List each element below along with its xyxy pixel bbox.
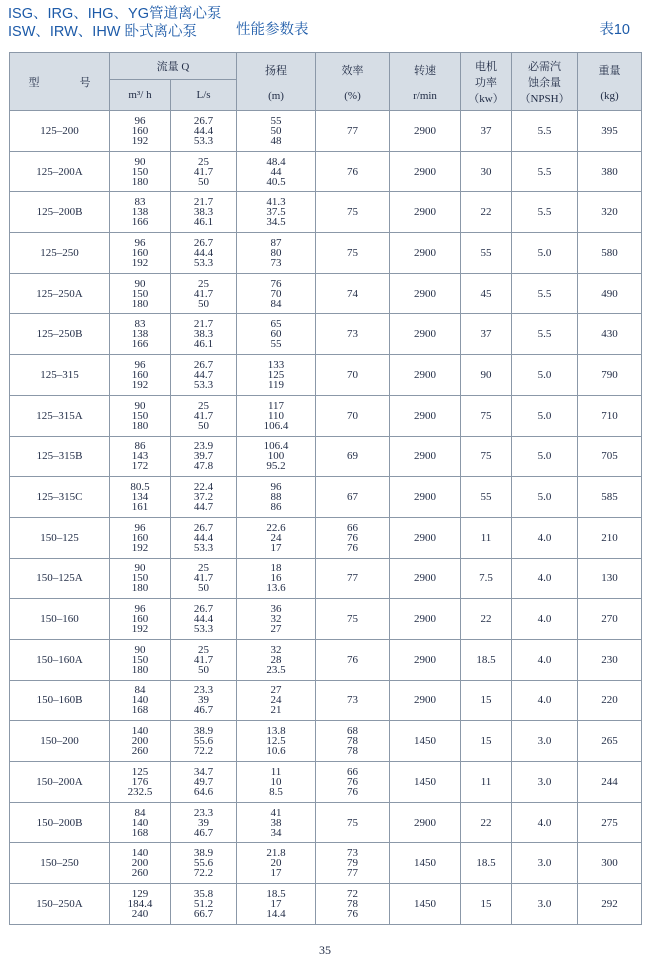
cell-flow-m3h: 96 160 192 bbox=[110, 355, 171, 396]
cell-weight: 130 bbox=[578, 558, 642, 599]
cell-flow-ls: 26.7 44.4 53.3 bbox=[171, 599, 237, 640]
cell-flow-m3h: 84 140 168 bbox=[110, 802, 171, 843]
cell-model: 150–125A bbox=[10, 558, 110, 599]
cell-head: 133 125 119 bbox=[237, 355, 316, 396]
cell-head: 11 10 8.5 bbox=[237, 762, 316, 803]
cell-npsh: 5.5 bbox=[512, 314, 578, 355]
cell-flow-ls: 25 41.7 50 bbox=[171, 558, 237, 599]
cell-flow-ls: 25 41.7 50 bbox=[171, 639, 237, 680]
cell-npsh: 4.0 bbox=[512, 517, 578, 558]
table-subtitle: 性能参数表 bbox=[236, 22, 309, 38]
cell-weight: 705 bbox=[578, 436, 642, 477]
header-weight: 重量 (kg) bbox=[578, 53, 642, 111]
cell-head: 96 88 86 bbox=[237, 477, 316, 518]
cell-npsh: 5.0 bbox=[512, 436, 578, 477]
cell-flow-m3h: 80.5 134 161 bbox=[110, 477, 171, 518]
cell-flow-ls: 26.7 44.4 53.3 bbox=[171, 517, 237, 558]
cell-head: 41.3 37.5 34.5 bbox=[237, 192, 316, 233]
cell-motor-power: 7.5 bbox=[461, 558, 512, 599]
cell-model: 150–125 bbox=[10, 517, 110, 558]
cell-efficiency: 74 bbox=[316, 273, 390, 314]
table-row bbox=[10, 436, 642, 477]
cell-flow-m3h: 84 140 168 bbox=[110, 680, 171, 721]
cell-weight: 320 bbox=[578, 192, 642, 233]
cell-weight: 585 bbox=[578, 477, 642, 518]
cell-npsh: 5.5 bbox=[512, 151, 578, 192]
cell-flow-m3h: 83 138 166 bbox=[110, 314, 171, 355]
page-header bbox=[0, 0, 650, 46]
cell-speed: 2900 bbox=[390, 680, 461, 721]
cell-weight: 275 bbox=[578, 802, 642, 843]
cell-head: 32 28 23.5 bbox=[237, 639, 316, 680]
cell-motor-power: 55 bbox=[461, 477, 512, 518]
cell-speed: 2900 bbox=[390, 233, 461, 274]
cell-flow-ls: 25 41.7 50 bbox=[171, 273, 237, 314]
cell-efficiency: 70 bbox=[316, 395, 390, 436]
page-title-line-1: ISG、IRG、IHG、YG管道离心泵 bbox=[8, 6, 222, 22]
cell-flow-m3h: 96 160 192 bbox=[110, 233, 171, 274]
cell-model: 150–160 bbox=[10, 599, 110, 640]
cell-speed: 2900 bbox=[390, 639, 461, 680]
table-row bbox=[10, 762, 642, 803]
cell-speed: 2900 bbox=[390, 436, 461, 477]
cell-flow-ls: 25 41.7 50 bbox=[171, 395, 237, 436]
header-flow-ls: L/s bbox=[171, 80, 237, 111]
cell-efficiency: 76 bbox=[316, 639, 390, 680]
cell-flow-ls: 26.7 44.4 53.3 bbox=[171, 233, 237, 274]
cell-efficiency: 70 bbox=[316, 355, 390, 396]
table-row bbox=[10, 192, 642, 233]
cell-npsh: 3.0 bbox=[512, 843, 578, 884]
cell-weight: 230 bbox=[578, 639, 642, 680]
header-flow-m3h: m³/ h bbox=[110, 80, 171, 111]
cell-flow-m3h: 90 150 180 bbox=[110, 639, 171, 680]
cell-flow-ls: 26.7 44.4 53.3 bbox=[171, 111, 237, 152]
cell-speed: 2900 bbox=[390, 395, 461, 436]
cell-weight: 490 bbox=[578, 273, 642, 314]
cell-npsh: 4.0 bbox=[512, 802, 578, 843]
cell-weight: 210 bbox=[578, 517, 642, 558]
table-row bbox=[10, 233, 642, 274]
cell-head: 21.8 20 17 bbox=[237, 843, 316, 884]
table-row bbox=[10, 517, 642, 558]
cell-flow-m3h: 129 184.4 240 bbox=[110, 884, 171, 925]
cell-model: 125–315B bbox=[10, 436, 110, 477]
cell-flow-ls: 23.3 39 46.7 bbox=[171, 802, 237, 843]
cell-model: 150–200B bbox=[10, 802, 110, 843]
cell-flow-m3h: 96 160 192 bbox=[110, 111, 171, 152]
cell-flow-m3h: 90 150 180 bbox=[110, 558, 171, 599]
cell-flow-m3h: 86 143 172 bbox=[110, 436, 171, 477]
cell-speed: 1450 bbox=[390, 843, 461, 884]
cell-model: 125–250B bbox=[10, 314, 110, 355]
cell-weight: 270 bbox=[578, 599, 642, 640]
cell-speed: 2900 bbox=[390, 558, 461, 599]
cell-weight: 790 bbox=[578, 355, 642, 396]
header-model: 型 号 bbox=[10, 53, 110, 111]
cell-flow-m3h: 83 138 166 bbox=[110, 192, 171, 233]
cell-motor-power: 15 bbox=[461, 884, 512, 925]
cell-npsh: 3.0 bbox=[512, 884, 578, 925]
cell-flow-ls: 22.4 37.2 44.7 bbox=[171, 477, 237, 518]
cell-weight: 244 bbox=[578, 762, 642, 803]
cell-speed: 2900 bbox=[390, 477, 461, 518]
cell-npsh: 5.0 bbox=[512, 355, 578, 396]
cell-flow-m3h: 90 150 180 bbox=[110, 273, 171, 314]
cell-flow-m3h: 140 200 260 bbox=[110, 843, 171, 884]
cell-speed: 2900 bbox=[390, 273, 461, 314]
cell-motor-power: 22 bbox=[461, 599, 512, 640]
cell-weight: 710 bbox=[578, 395, 642, 436]
table-row bbox=[10, 314, 642, 355]
cell-weight: 580 bbox=[578, 233, 642, 274]
cell-efficiency: 75 bbox=[316, 233, 390, 274]
cell-flow-ls: 38.9 55.6 72.2 bbox=[171, 721, 237, 762]
cell-npsh: 3.0 bbox=[512, 762, 578, 803]
cell-weight: 292 bbox=[578, 884, 642, 925]
cell-model: 125–250A bbox=[10, 273, 110, 314]
cell-head: 117 110 106.4 bbox=[237, 395, 316, 436]
cell-speed: 2900 bbox=[390, 192, 461, 233]
cell-head: 22.6 24 17 bbox=[237, 517, 316, 558]
cell-npsh: 5.5 bbox=[512, 111, 578, 152]
cell-weight: 430 bbox=[578, 314, 642, 355]
table-header bbox=[10, 53, 642, 111]
cell-npsh: 5.0 bbox=[512, 477, 578, 518]
cell-efficiency: 73 bbox=[316, 314, 390, 355]
cell-efficiency: 77 bbox=[316, 558, 390, 599]
page-title-line-2: ISW、IRW、IHW 卧式离心泵 bbox=[8, 24, 198, 40]
cell-weight: 265 bbox=[578, 721, 642, 762]
cell-npsh: 4.0 bbox=[512, 599, 578, 640]
cell-efficiency: 75 bbox=[316, 802, 390, 843]
cell-efficiency: 66 76 76 bbox=[316, 517, 390, 558]
cell-motor-power: 90 bbox=[461, 355, 512, 396]
cell-weight: 300 bbox=[578, 843, 642, 884]
cell-speed: 2900 bbox=[390, 355, 461, 396]
table-row bbox=[10, 843, 642, 884]
cell-flow-m3h: 90 150 180 bbox=[110, 395, 171, 436]
cell-motor-power: 18.5 bbox=[461, 843, 512, 884]
cell-motor-power: 55 bbox=[461, 233, 512, 274]
table-row bbox=[10, 151, 642, 192]
cell-motor-power: 15 bbox=[461, 721, 512, 762]
cell-flow-ls: 35.8 51.2 66.7 bbox=[171, 884, 237, 925]
cell-npsh: 4.0 bbox=[512, 558, 578, 599]
cell-flow-m3h: 90 150 180 bbox=[110, 151, 171, 192]
header-npsh: 必需汽 蚀余量 （NPSH） bbox=[512, 53, 578, 111]
cell-head: 106.4 100 95.2 bbox=[237, 436, 316, 477]
table-row bbox=[10, 721, 642, 762]
cell-speed: 2900 bbox=[390, 802, 461, 843]
cell-speed: 1450 bbox=[390, 762, 461, 803]
cell-flow-m3h: 96 160 192 bbox=[110, 517, 171, 558]
cell-motor-power: 11 bbox=[461, 517, 512, 558]
cell-npsh: 5.5 bbox=[512, 192, 578, 233]
cell-efficiency: 66 76 76 bbox=[316, 762, 390, 803]
cell-motor-power: 22 bbox=[461, 192, 512, 233]
cell-efficiency: 69 bbox=[316, 436, 390, 477]
cell-speed: 2900 bbox=[390, 151, 461, 192]
cell-flow-ls: 23.3 39 46.7 bbox=[171, 680, 237, 721]
cell-efficiency: 67 bbox=[316, 477, 390, 518]
cell-flow-ls: 38.9 55.6 72.2 bbox=[171, 843, 237, 884]
cell-weight: 220 bbox=[578, 680, 642, 721]
table-row bbox=[10, 639, 642, 680]
cell-model: 150–160A bbox=[10, 639, 110, 680]
cell-model: 125–200 bbox=[10, 111, 110, 152]
cell-motor-power: 30 bbox=[461, 151, 512, 192]
cell-head: 36 32 27 bbox=[237, 599, 316, 640]
cell-motor-power: 11 bbox=[461, 762, 512, 803]
cell-model: 125–200B bbox=[10, 192, 110, 233]
cell-npsh: 4.0 bbox=[512, 680, 578, 721]
cell-speed: 2900 bbox=[390, 314, 461, 355]
table-number: 表10 bbox=[599, 22, 630, 38]
cell-head: 13.8 12.5 10.6 bbox=[237, 721, 316, 762]
cell-head: 65 60 55 bbox=[237, 314, 316, 355]
cell-npsh: 3.0 bbox=[512, 721, 578, 762]
header-flow: 流量 Q bbox=[110, 53, 237, 80]
cell-npsh: 5.5 bbox=[512, 273, 578, 314]
cell-npsh: 5.0 bbox=[512, 233, 578, 274]
table-row bbox=[10, 884, 642, 925]
cell-efficiency: 75 bbox=[316, 599, 390, 640]
header-efficiency: 效率 (%) bbox=[316, 53, 390, 111]
cell-motor-power: 18.5 bbox=[461, 639, 512, 680]
cell-efficiency: 73 bbox=[316, 680, 390, 721]
cell-head: 48.4 44 40.5 bbox=[237, 151, 316, 192]
table-row bbox=[10, 111, 642, 152]
cell-speed: 2900 bbox=[390, 111, 461, 152]
cell-model: 150–160B bbox=[10, 680, 110, 721]
cell-model: 150–250A bbox=[10, 884, 110, 925]
cell-head: 18.5 17 14.4 bbox=[237, 884, 316, 925]
cell-speed: 1450 bbox=[390, 721, 461, 762]
cell-efficiency: 77 bbox=[316, 111, 390, 152]
cell-model: 125–315 bbox=[10, 355, 110, 396]
table-row bbox=[10, 355, 642, 396]
cell-model: 125–315A bbox=[10, 395, 110, 436]
header-motor-power: 电机 功率 （kw） bbox=[461, 53, 512, 111]
cell-model: 150–200 bbox=[10, 721, 110, 762]
cell-efficiency: 76 bbox=[316, 151, 390, 192]
table-row bbox=[10, 599, 642, 640]
performance-table bbox=[9, 52, 642, 925]
table-row bbox=[10, 680, 642, 721]
cell-flow-ls: 26.7 44.7 53.3 bbox=[171, 355, 237, 396]
cell-efficiency: 68 78 78 bbox=[316, 721, 390, 762]
cell-weight: 380 bbox=[578, 151, 642, 192]
table-row bbox=[10, 395, 642, 436]
cell-efficiency: 75 bbox=[316, 192, 390, 233]
cell-flow-m3h: 140 200 260 bbox=[110, 721, 171, 762]
cell-flow-ls: 21.7 38.3 46.1 bbox=[171, 192, 237, 233]
table-body bbox=[10, 111, 642, 925]
cell-head: 18 16 13.6 bbox=[237, 558, 316, 599]
table-row bbox=[10, 477, 642, 518]
cell-speed: 2900 bbox=[390, 517, 461, 558]
header-head: 扬程 (m) bbox=[237, 53, 316, 111]
cell-flow-ls: 34.7 49.7 64.6 bbox=[171, 762, 237, 803]
cell-flow-m3h: 96 160 192 bbox=[110, 599, 171, 640]
cell-head: 87 80 73 bbox=[237, 233, 316, 274]
table-row bbox=[10, 802, 642, 843]
cell-speed: 1450 bbox=[390, 884, 461, 925]
cell-model: 150–250 bbox=[10, 843, 110, 884]
cell-npsh: 4.0 bbox=[512, 639, 578, 680]
cell-flow-ls: 21.7 38.3 46.1 bbox=[171, 314, 237, 355]
cell-model: 125–250 bbox=[10, 233, 110, 274]
cell-flow-ls: 25 41.7 50 bbox=[171, 151, 237, 192]
cell-motor-power: 75 bbox=[461, 395, 512, 436]
cell-motor-power: 45 bbox=[461, 273, 512, 314]
cell-motor-power: 75 bbox=[461, 436, 512, 477]
cell-motor-power: 22 bbox=[461, 802, 512, 843]
cell-npsh: 5.0 bbox=[512, 395, 578, 436]
cell-head: 27 24 21 bbox=[237, 680, 316, 721]
cell-efficiency: 73 79 77 bbox=[316, 843, 390, 884]
cell-flow-ls: 23.9 39.7 47.8 bbox=[171, 436, 237, 477]
page-number: 35 bbox=[319, 943, 331, 957]
cell-motor-power: 37 bbox=[461, 111, 512, 152]
cell-model: 125–200A bbox=[10, 151, 110, 192]
cell-flow-m3h: 125 176 232.5 bbox=[110, 762, 171, 803]
table-row bbox=[10, 558, 642, 599]
cell-motor-power: 37 bbox=[461, 314, 512, 355]
cell-weight: 395 bbox=[578, 111, 642, 152]
cell-motor-power: 15 bbox=[461, 680, 512, 721]
cell-head: 55 50 48 bbox=[237, 111, 316, 152]
table-row bbox=[10, 273, 642, 314]
cell-model: 150–200A bbox=[10, 762, 110, 803]
cell-speed: 2900 bbox=[390, 599, 461, 640]
cell-model: 125–315C bbox=[10, 477, 110, 518]
cell-head: 41 38 34 bbox=[237, 802, 316, 843]
header-speed: 转速 r/min bbox=[390, 53, 461, 111]
cell-head: 76 70 84 bbox=[237, 273, 316, 314]
cell-efficiency: 72 78 76 bbox=[316, 884, 390, 925]
